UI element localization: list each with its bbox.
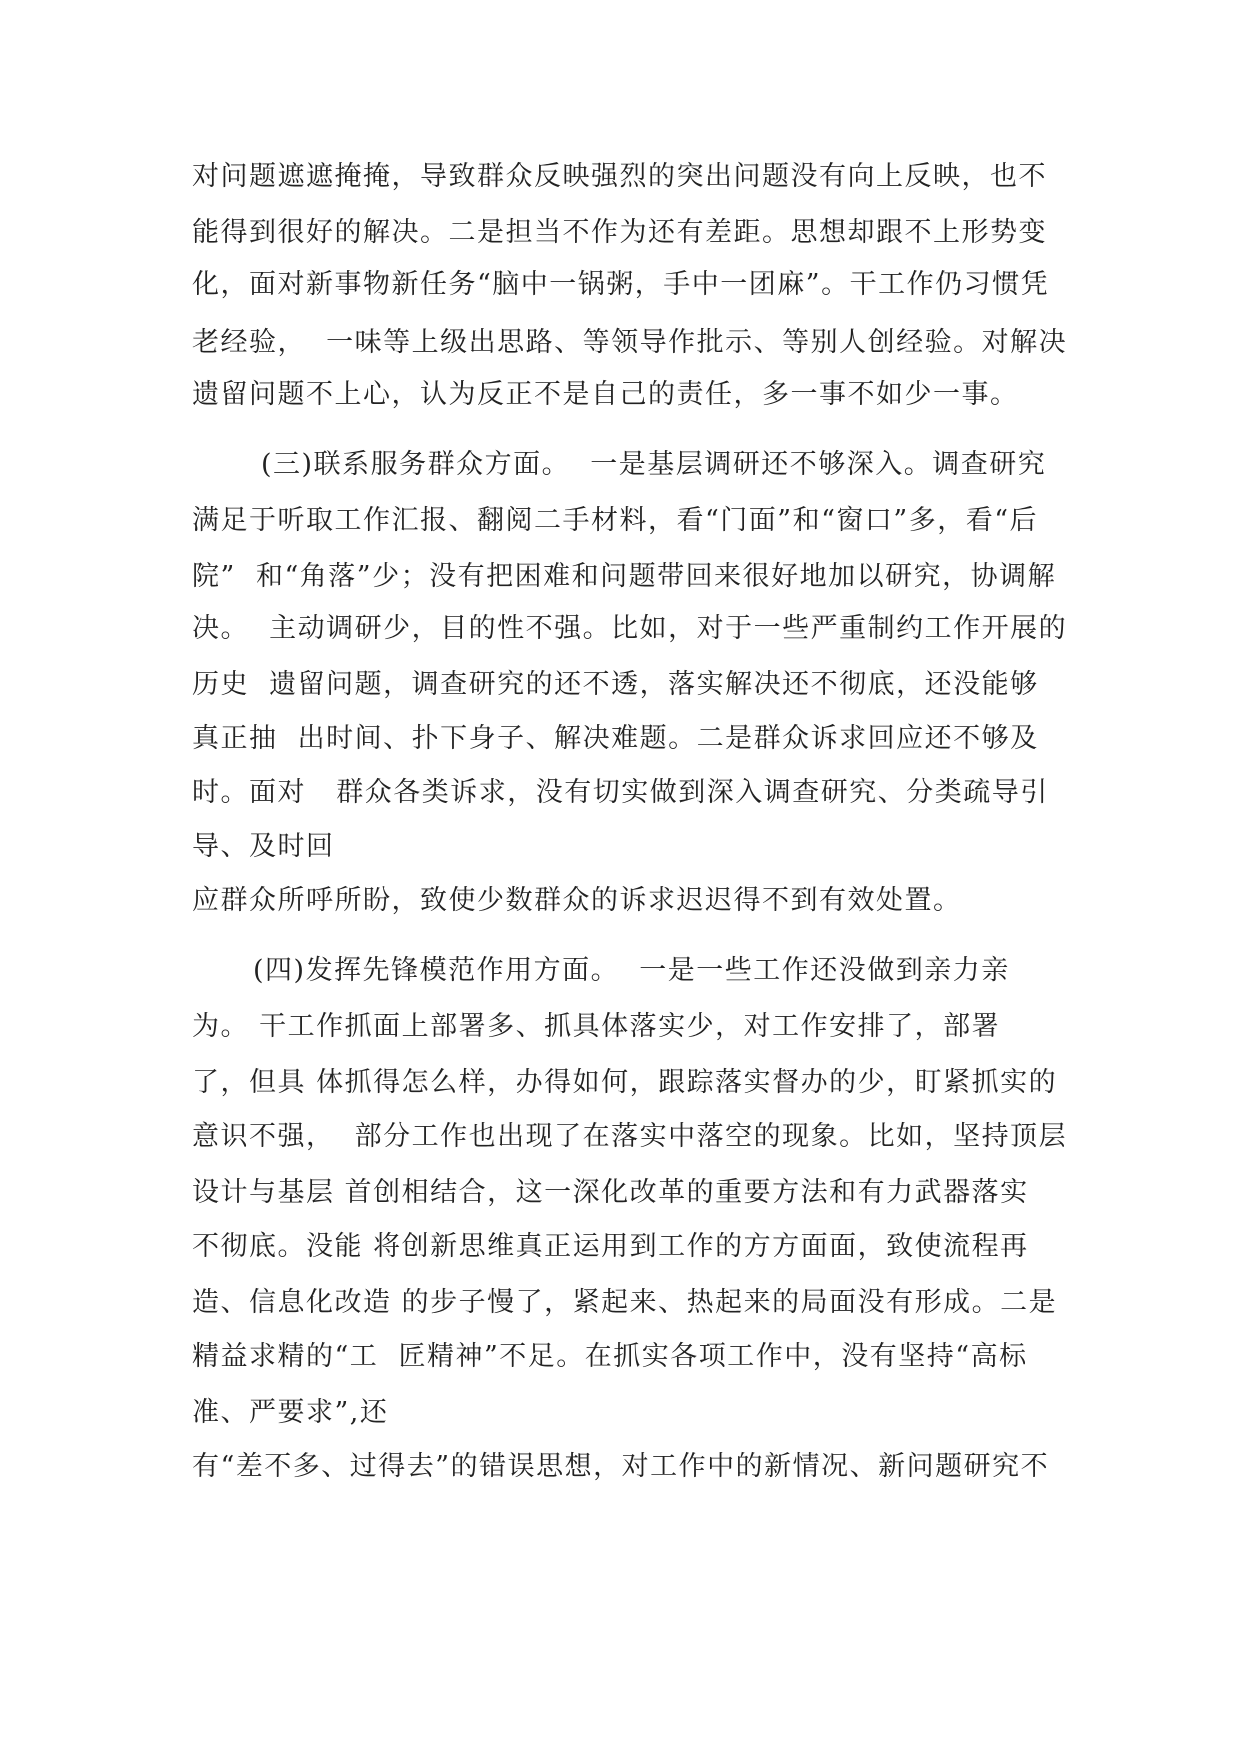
text-line: 历史 遗留问题，调查研究的还不透，落实解决还不彻底，还没能够 [192, 669, 1039, 700]
text-line: 为。 干工作抓面上部署多、抓具体落实少，对工作安排了，部署 [192, 1011, 1001, 1042]
section-heading-3: (三)联系服务群众方面。 一是基层调研还不够深入。调查研究 [261, 449, 1047, 480]
text-line: 准、严要求”,还 [192, 1397, 389, 1428]
text-line: 满足于听取工作汇报、翻阅二手材料，看“门面”和“窗口”多，看“后 [192, 505, 1039, 536]
text-line: 了，但具 体抓得怎么样，办得如何，跟踪落实督办的少，盯紧抓实的 [192, 1067, 1058, 1098]
text-line: 设计与基层 首创相结合，这一深化改革的重要方法和有力武器落实 [192, 1177, 1029, 1208]
text-line: 化，面对新事物新任务“脑中一锅粥，手中一团麻”。干工作仍习惯凭 [192, 269, 1050, 300]
text-line: 时。面对 群众各类诉求，没有切实做到深入调查研究、分类疏导引 [192, 777, 1049, 808]
text-line: 不彻底。没能 将创新思维真正运用到工作的方方面面，致使流程再 [192, 1231, 1029, 1262]
text-line: 造、信息化改造 的步子慢了，紧起来、热起来的局面没有形成。二是 [192, 1287, 1058, 1318]
text-line: 老经验， 一味等上级出思路、等领导作批示、等别人创经验。对解决 [192, 327, 1068, 358]
text-line: 院” 和“角落”少；没有把困难和问题带回来很好地加以研究，协调解 [192, 561, 1057, 592]
section-heading-4: (四)发挥先锋模范作用方面。 一是一些工作还没做到亲力亲 [253, 955, 1010, 986]
text-line: 导、及时回 [192, 831, 335, 862]
text-line: 遗留问题不上心，认为反正不是自己的责任，多一事不如少一事。 [192, 379, 1019, 410]
text-line: 有“差不多、过得去”的错误思想，对工作中的新情况、新问题研究不 [192, 1451, 1050, 1482]
text-line: 应群众所呼所盼，致使少数群众的诉求迟迟得不到有效处置。 [192, 885, 962, 916]
text-line: 真正抽 出时间、扑下身子、解决难题。二是群众诉求回应还不够及 [192, 723, 1039, 754]
text-line: 精益求精的“工 匠精神”不足。在抓实各项工作中，没有坚持“高标 [192, 1341, 1028, 1372]
text-line: 对问题遮遮掩掩，导致群众反映强烈的突出问题没有向上反映，也不 [192, 161, 1047, 192]
text-line: 决。 主动调研少，目的性不强。比如，对于一些严重制约工作开展的 [192, 613, 1068, 644]
text-line: 能得到很好的解决。二是担当不作为还有差距。思想却跟不上形势变 [192, 217, 1047, 248]
text-line: 意识不强， 部分工作也出现了在落实中落空的现象。比如，坚持顶层 [192, 1121, 1068, 1152]
